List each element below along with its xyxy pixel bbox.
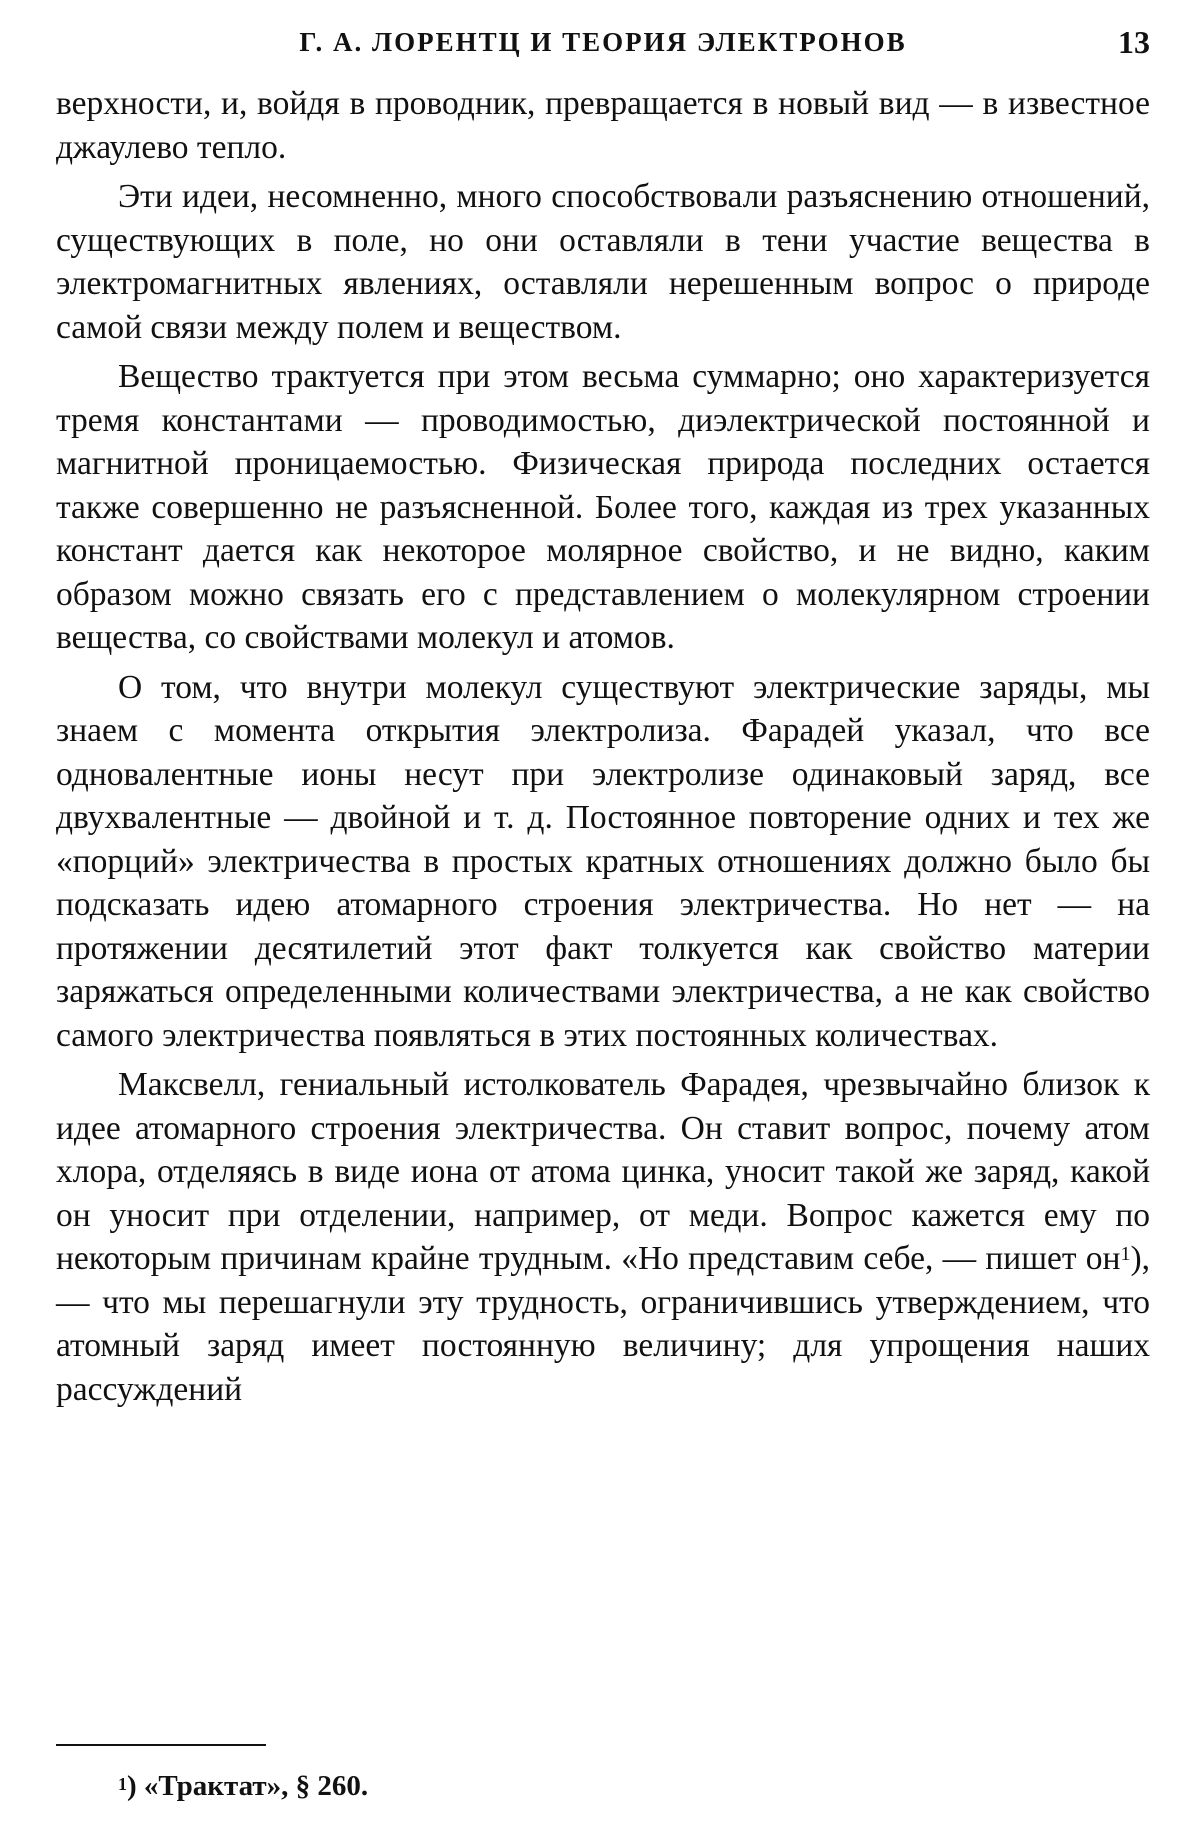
footnote-ref-mark: 1 — [1120, 1243, 1131, 1265]
page-number: 13 — [1118, 24, 1150, 60]
body-text — [56, 82, 1150, 1417]
paragraph-continuation: верхности, и, войдя в проводник, превращается в новый вид — в известное джаулево тепло. — [56, 85, 1150, 166]
footnote-text: ) «Трактат», § 260. — [127, 1770, 369, 1802]
paragraph-text-after-footnote-ref: ), — что мы перешагнули эту трудность, ограничившись утверждением, что атомный заряд имеет постоянную величину; для упрощения наших рассуждений — [56, 1240, 1150, 1408]
paragraph: О том, что внутри молекул существуют электрические заряды, мы знаем с момента открытия электролиза. Фарадей указал, что все одновалентные ионы несут при электролизе одинаковый заряд, все двухвалентные — двойной и т. д. Постоянное повторение одних и тех же «порций» электричества в простых кратных отношениях должно было бы подсказать идею атомарного строения электричества. Но нет — на протяжении десятилетий этот факт толкуется как свойство материи заряжаться определенными количествами электричества, а не как свойство самого электричества появляться в этих постоянных количествах. — [56, 668, 1150, 1054]
paragraph: Эти идеи, несомненно, много способствовали разъяснению отношений, существующих в поле, но они оставляли в тени участие вещества в электромагнитных явлениях, оставляли нерешенным вопрос о природе самой связи между полем и веществом. — [56, 178, 1150, 346]
page-header — [56, 18, 1150, 66]
footnote — [118, 1766, 368, 1806]
paragraph-text-before-footnote-ref: Максвелл, гениальный истолкователь Фарадея, чрезвычайно близок к идее атомарного строения электричества. Он ставит вопрос, почему атом хлора, отделяясь в виде иона от атома цинка, уносит такой же заряд, какой он уносит при отделении, например, от меди. Вопрос кажется ему по некоторым причинам крайне трудным. «Но представим себе, — пишет он — [56, 1066, 1150, 1277]
footnote-mark: 1 — [118, 1774, 127, 1794]
paragraph: Вещество трактуется при этом весьма суммарно; оно характеризуется тремя константами — проводимостью, диэлектрической постоянной и магнитной проницаемостью. Физическая природа последних остается также совершенно не разъясненной. Более того, каждая из трех указанных констант дается как некоторое молярное свойство, и не видно, каким образом можно связать его с представлением о молекулярном строении вещества, со свойствами молекул и атомов. — [56, 358, 1150, 656]
paragraph-maxwell — [56, 1063, 1150, 1411]
running-title: Г. А. ЛОРЕНТЦ И ТЕОРИЯ ЭЛЕКТРОНОВ — [299, 27, 907, 57]
footnote-divider — [56, 1744, 266, 1746]
